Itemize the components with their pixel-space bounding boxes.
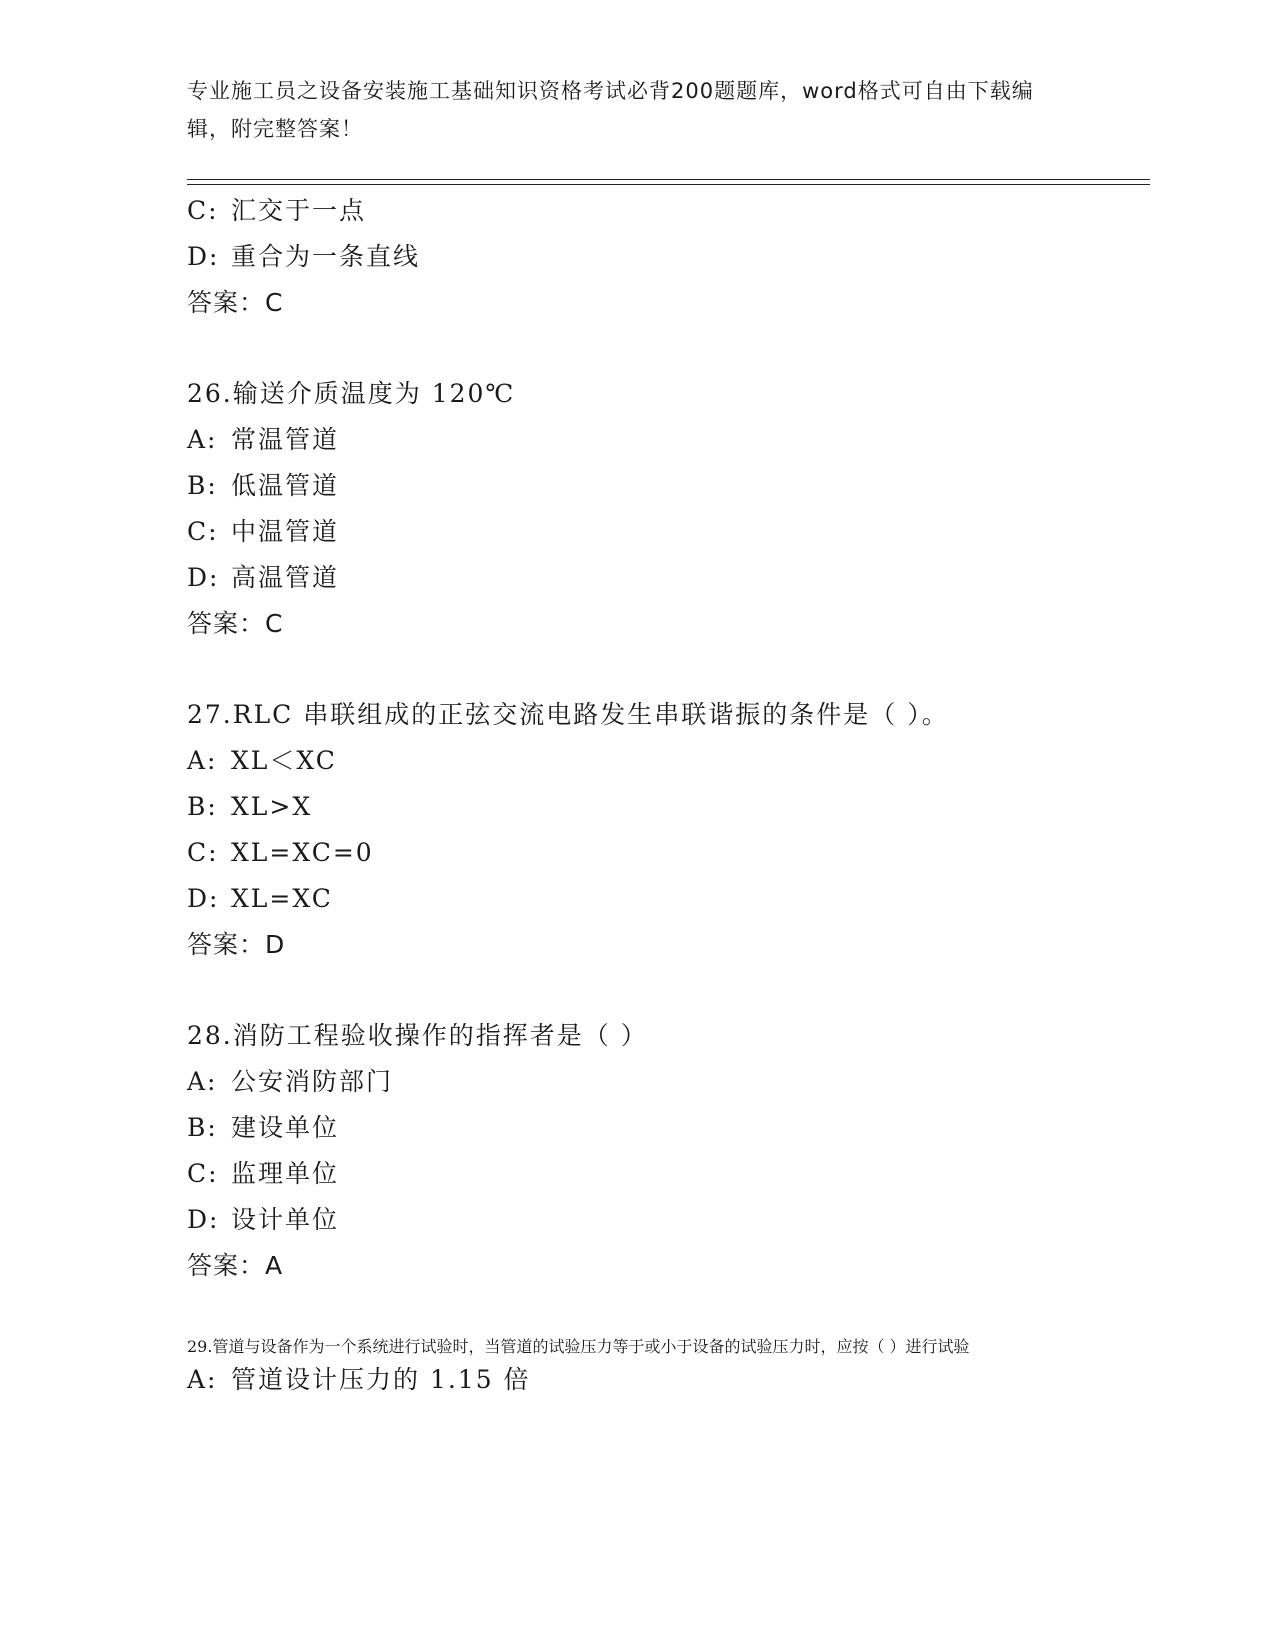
option-a [187, 417, 1087, 463]
answer-line: 答案：C [187, 288, 284, 317]
option-text: 中温管道 [231, 517, 340, 546]
option-letter: B: [187, 471, 218, 500]
option-text: XL=XC=0 [231, 838, 374, 867]
option-letter: B: [187, 792, 218, 821]
option-text: 汇交于一点 [231, 196, 367, 225]
option-text: 公安消防部门 [231, 1067, 394, 1096]
option-letter: D: [187, 242, 220, 271]
option-letter: A: [187, 746, 218, 775]
option-letter: C: [187, 1159, 219, 1188]
option-text: 重合为一条直线 [231, 242, 421, 271]
option-b [187, 1105, 1087, 1151]
option-text: 常温管道 [231, 425, 340, 454]
question-29 [187, 1334, 1087, 1403]
document-header: 专业施工员之设备安装施工基础知识资格考试必背200题题库，word格式可自由下载编辑，附完整答案！ [187, 79, 1034, 141]
option-text: XL>X [231, 792, 313, 821]
option-letter: A: [187, 425, 218, 454]
option-letter: C: [187, 517, 219, 546]
option-text: XL=XC [231, 884, 333, 913]
option-letter: D: [187, 884, 220, 913]
option-c [187, 830, 1087, 876]
option-c [187, 509, 1087, 555]
answer-line: 答案：D [187, 930, 286, 959]
question-27 [187, 692, 1087, 968]
option-c [187, 188, 1087, 234]
question-26 [187, 371, 1087, 647]
option-d [187, 234, 1087, 280]
option-text: 管道设计压力的 1.15 倍 [231, 1365, 531, 1394]
option-letter: D: [187, 1205, 220, 1234]
question-stem: 27.RLC 串联组成的正弦交流电路发生串联谐振的条件是（ ）。 [187, 700, 949, 729]
option-text: 建设单位 [231, 1113, 340, 1142]
option-d [187, 555, 1087, 601]
option-text: 高温管道 [231, 563, 340, 592]
answer-line: 答案：C [187, 609, 284, 638]
option-text: 低温管道 [231, 471, 340, 500]
question-stem: 26.输送介质温度为 120℃ [187, 379, 516, 408]
option-d [187, 876, 1087, 922]
question-stem: 29.管道与设备作为一个系统进行试验时，当管道的试验压力等于或小于设备的试验压力时，应按（ ）进行试验 [187, 1337, 970, 1356]
option-letter: C: [187, 196, 219, 225]
option-d [187, 1197, 1087, 1243]
question-28 [187, 1013, 1087, 1289]
question-stem: 28.消防工程验收操作的指挥者是（ ） [187, 1021, 648, 1050]
option-letter: A: [187, 1067, 218, 1096]
option-letter: D: [187, 563, 220, 592]
question-content [187, 188, 1087, 1403]
header-divider-top [187, 179, 1150, 180]
answer-line: 答案：A [187, 1251, 284, 1280]
option-text: 设计单位 [231, 1205, 340, 1234]
option-a [187, 738, 1087, 784]
option-b [187, 784, 1087, 830]
option-a [187, 1357, 1087, 1403]
option-b [187, 463, 1087, 509]
option-text: 监理单位 [231, 1159, 340, 1188]
option-a [187, 1059, 1087, 1105]
option-c [187, 1151, 1087, 1197]
option-letter: C: [187, 838, 219, 867]
leading-question-fragment [187, 188, 1087, 326]
option-text: XL＜XC [231, 746, 337, 775]
option-letter: B: [187, 1113, 218, 1142]
option-letter: A: [187, 1365, 218, 1394]
header-divider-bottom [187, 184, 1150, 185]
